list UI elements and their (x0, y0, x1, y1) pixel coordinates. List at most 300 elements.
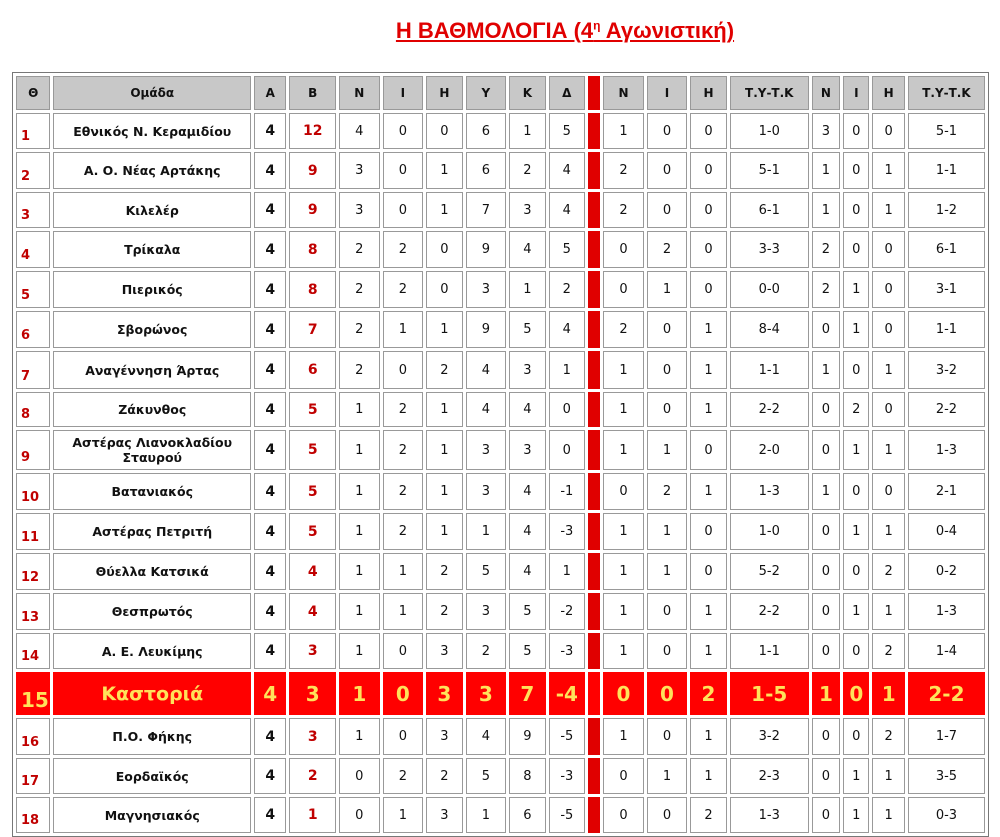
table-cell: 2 (690, 797, 726, 833)
table-cell: 3-3 (730, 231, 809, 268)
games-cell: 4 (254, 513, 286, 550)
position-cell: 18 (16, 797, 50, 833)
table-cell: 3-5 (908, 758, 985, 794)
table-row (16, 758, 985, 794)
table-cell: 0 (383, 351, 424, 389)
table-cell: 3 (509, 192, 545, 228)
games-cell: 4 (254, 192, 286, 228)
table-cell: 5-1 (730, 152, 809, 189)
table-row (16, 192, 985, 228)
table-cell: 1 (603, 718, 644, 755)
table-cell: 1 (647, 553, 688, 590)
table-cell: 4 (509, 553, 545, 590)
table-cell: 1-2 (908, 192, 985, 228)
table-cell: 9 (466, 311, 507, 348)
table-cell: 6 (466, 113, 507, 149)
table-cell: 0 (647, 797, 688, 833)
table-cell: 0 (690, 271, 726, 308)
table-cell: 0 (339, 758, 380, 794)
points-cell: 4 (289, 593, 336, 630)
table-cell: 5 (549, 231, 585, 268)
table-cell: 0 (812, 392, 840, 427)
title-superscript: η (593, 18, 601, 33)
table-cell: 1 (426, 152, 462, 189)
table-cell: 2-2 (908, 672, 985, 715)
games-cell: 4 (254, 271, 286, 308)
table-cell: 6-1 (730, 192, 809, 228)
table-cell: 1-1 (730, 351, 809, 389)
table-cell: 2 (647, 231, 688, 268)
table-cell: -3 (549, 758, 585, 794)
table-cell: 2 (339, 351, 380, 389)
position-cell: 13 (16, 593, 50, 630)
table-cell: 1 (872, 430, 904, 470)
table-cell: 2 (549, 271, 585, 308)
header-cell: Δ (549, 76, 585, 110)
header-row (16, 76, 985, 110)
table-cell: 4 (549, 152, 585, 189)
table-cell: 1 (872, 513, 904, 550)
header-cell: Τ.Υ-Τ.Κ (908, 76, 985, 110)
table-cell: 1 (603, 113, 644, 149)
table-cell: -3 (549, 633, 585, 669)
games-cell: 4 (254, 152, 286, 189)
table-cell: 4 (509, 392, 545, 427)
table-row (16, 593, 985, 630)
table-cell: 1-3 (908, 593, 985, 630)
position-cell: 14 (16, 633, 50, 669)
table-cell: 0 (690, 231, 726, 268)
table-cell: 0 (812, 718, 840, 755)
table-cell: 1 (843, 797, 869, 833)
separator-cell (588, 672, 600, 715)
header-cell: Β (289, 76, 336, 110)
points-cell: 1 (289, 797, 336, 833)
team-name-cell: Αστέρας Λιανοκλαδίου Σταυρού (53, 430, 251, 470)
table-cell: 2 (603, 192, 644, 228)
table-cell: -4 (549, 672, 585, 715)
table-cell: 2 (872, 553, 904, 590)
table-cell: 2-1 (908, 473, 985, 510)
table-cell: 1 (843, 271, 869, 308)
table-cell: 1 (509, 271, 545, 308)
table-cell: 1 (647, 430, 688, 470)
table-cell: 0 (383, 192, 424, 228)
games-cell: 4 (254, 593, 286, 630)
table-cell: 2 (603, 311, 644, 348)
header-cell: Ν (812, 76, 840, 110)
table-cell: 1 (426, 311, 462, 348)
table-cell: 1 (509, 113, 545, 149)
table-cell: 1 (339, 633, 380, 669)
header-cell: Η (690, 76, 726, 110)
table-cell: 2 (812, 271, 840, 308)
table-cell: 3 (466, 271, 507, 308)
table-cell: 2 (383, 758, 424, 794)
table-cell: 0-2 (908, 553, 985, 590)
position-cell: 1 (16, 113, 50, 149)
table-cell: 0 (647, 192, 688, 228)
points-cell: 4 (289, 553, 336, 590)
team-name-cell: Αναγέννηση Άρτας (53, 351, 251, 389)
table-cell: 1-5 (730, 672, 809, 715)
table-cell: 0-0 (730, 271, 809, 308)
table-cell: 0 (690, 113, 726, 149)
table-cell: 1 (426, 392, 462, 427)
points-cell: 7 (289, 311, 336, 348)
table-cell: 4 (466, 718, 507, 755)
table-cell: 1 (690, 392, 726, 427)
table-cell: 1 (690, 593, 726, 630)
team-name-cell: Θύελλα Κατσικά (53, 553, 251, 590)
table-cell: 0 (383, 672, 424, 715)
separator-cell (588, 351, 600, 389)
separator-cell (588, 76, 600, 110)
separator-cell (588, 152, 600, 189)
header-cell: Α (254, 76, 286, 110)
table-cell: 1 (872, 192, 904, 228)
table-cell: 0 (812, 553, 840, 590)
table-cell: 2 (339, 311, 380, 348)
table-cell: 6 (509, 797, 545, 833)
separator-cell (588, 311, 600, 348)
table-cell: 1 (647, 758, 688, 794)
table-cell: 0 (647, 311, 688, 348)
table-cell: 3-1 (908, 271, 985, 308)
table-cell: 2 (690, 672, 726, 715)
table-cell: 1-3 (730, 473, 809, 510)
points-cell: 8 (289, 231, 336, 268)
table-cell: 0 (383, 152, 424, 189)
table-cell: 1 (812, 192, 840, 228)
header-cell: Η (872, 76, 904, 110)
points-cell: 3 (289, 633, 336, 669)
table-cell: 0 (812, 797, 840, 833)
table-cell: -2 (549, 593, 585, 630)
games-cell: 4 (254, 473, 286, 510)
table-row (16, 113, 985, 149)
standings-body (16, 113, 985, 833)
table-cell: -1 (549, 473, 585, 510)
table-row (16, 152, 985, 189)
table-cell: 1 (603, 392, 644, 427)
table-cell: 1 (843, 758, 869, 794)
table-cell: 3-2 (908, 351, 985, 389)
table-cell: 4 (549, 192, 585, 228)
position-cell: 8 (16, 392, 50, 427)
table-cell: 1 (549, 351, 585, 389)
table-cell: 2 (339, 271, 380, 308)
table-cell: 0 (812, 633, 840, 669)
games-cell: 4 (254, 758, 286, 794)
games-cell: 4 (254, 311, 286, 348)
table-cell: 0 (690, 553, 726, 590)
table-cell: 1 (690, 473, 726, 510)
table-cell: 0 (647, 593, 688, 630)
table-cell: 3 (426, 672, 462, 715)
team-name-cell: Πιερικός (53, 271, 251, 308)
table-cell: 0 (383, 113, 424, 149)
team-name-cell: Κιλελέρ (53, 192, 251, 228)
table-cell: 0 (603, 758, 644, 794)
team-name-cell: Α. Ε. Λευκίμης (53, 633, 251, 669)
table-row (16, 797, 985, 833)
table-cell: 0 (647, 672, 688, 715)
position-cell: 10 (16, 473, 50, 510)
table-cell: 1 (812, 473, 840, 510)
table-cell: 2-2 (908, 392, 985, 427)
table-cell: 0 (843, 672, 869, 715)
separator-cell (588, 473, 600, 510)
table-cell: 0 (603, 231, 644, 268)
table-cell: -5 (549, 718, 585, 755)
table-cell: 0 (812, 513, 840, 550)
table-row (16, 271, 985, 308)
table-cell: 0 (812, 593, 840, 630)
table-cell: 3 (466, 672, 507, 715)
table-cell: 0 (843, 192, 869, 228)
points-cell: 2 (289, 758, 336, 794)
table-cell: 0 (690, 430, 726, 470)
table-cell: 0 (843, 633, 869, 669)
table-cell: 1 (466, 797, 507, 833)
table-cell: 2 (426, 553, 462, 590)
points-cell: 9 (289, 152, 336, 189)
table-cell: 9 (466, 231, 507, 268)
table-cell: 0 (603, 672, 644, 715)
table-cell: 5 (549, 113, 585, 149)
team-name-cell: Ζάκυνθος (53, 392, 251, 427)
table-cell: 2 (466, 633, 507, 669)
table-cell: 1 (603, 553, 644, 590)
games-cell: 4 (254, 718, 286, 755)
separator-cell (588, 553, 600, 590)
table-cell: 4 (549, 311, 585, 348)
table-cell: 1 (872, 672, 904, 715)
table-cell: 1-1 (730, 633, 809, 669)
table-cell: 4 (509, 473, 545, 510)
team-name-cell: Θεσπρωτός (53, 593, 251, 630)
table-cell: 0 (872, 231, 904, 268)
table-cell: 3 (509, 351, 545, 389)
table-cell: 1-0 (730, 113, 809, 149)
table-cell: 0 (549, 430, 585, 470)
table-row (16, 473, 985, 510)
position-cell: 17 (16, 758, 50, 794)
table-cell: 5 (509, 633, 545, 669)
standings-table (13, 73, 988, 836)
games-cell: 4 (254, 797, 286, 833)
table-cell: 1 (383, 593, 424, 630)
table-cell: 2 (872, 718, 904, 755)
table-cell: 3 (466, 473, 507, 510)
table-cell: 0 (426, 231, 462, 268)
team-name-cell: Π.Ο. Φήκης (53, 718, 251, 755)
team-name-cell: Βατανιακός (53, 473, 251, 510)
table-cell: 7 (466, 192, 507, 228)
table-cell: 0 (843, 473, 869, 510)
table-cell: 0 (647, 351, 688, 389)
table-cell: 9 (509, 718, 545, 755)
position-cell: 12 (16, 553, 50, 590)
separator-cell (588, 392, 600, 427)
table-cell: 3 (426, 633, 462, 669)
table-row (16, 351, 985, 389)
table-cell: 1 (603, 430, 644, 470)
table-cell: 3-2 (730, 718, 809, 755)
table-cell: 0 (647, 152, 688, 189)
table-cell: 1 (383, 797, 424, 833)
table-cell: 1 (339, 473, 380, 510)
team-name-cell: Εορδαϊκός (53, 758, 251, 794)
title-main: Η ΒΑΘΜΟΛΟΓΙΑ (4 (395, 18, 594, 43)
table-cell: 0 (383, 718, 424, 755)
position-cell: 15 (16, 672, 50, 715)
table-cell: 2-2 (730, 392, 809, 427)
points-cell: 5 (289, 473, 336, 510)
separator-cell (588, 271, 600, 308)
points-cell: 12 (289, 113, 336, 149)
table-cell: 1 (426, 192, 462, 228)
position-cell: 7 (16, 351, 50, 389)
table-cell: 1 (812, 672, 840, 715)
table-cell: 1 (872, 152, 904, 189)
table-cell: 0 (872, 392, 904, 427)
table-cell: 0 (843, 718, 869, 755)
table-cell: 2 (872, 633, 904, 669)
table-cell: 3 (466, 593, 507, 630)
header-cell: Κ (509, 76, 545, 110)
table-cell: 1 (339, 392, 380, 427)
points-cell: 3 (289, 718, 336, 755)
table-cell: 0 (843, 152, 869, 189)
table-cell: 0 (843, 231, 869, 268)
table-row (16, 392, 985, 427)
games-cell: 4 (254, 553, 286, 590)
games-cell: 4 (254, 392, 286, 427)
table-cell: 1 (339, 672, 380, 715)
table-cell: 2 (426, 593, 462, 630)
table-cell: 5 (509, 593, 545, 630)
team-name-cell: Αστέρας Πετριτή (53, 513, 251, 550)
table-cell: 4 (466, 351, 507, 389)
position-cell: 16 (16, 718, 50, 755)
table-cell: 0 (647, 718, 688, 755)
table-cell: 2-3 (730, 758, 809, 794)
team-name-cell: Α. Ο. Νέας Αρτάκης (53, 152, 251, 189)
table-cell: 6-1 (908, 231, 985, 268)
table-cell: 8 (509, 758, 545, 794)
separator-cell (588, 513, 600, 550)
table-cell: 1 (647, 271, 688, 308)
table-cell: 2 (339, 231, 380, 268)
separator-cell (588, 758, 600, 794)
table-cell: 1 (843, 513, 869, 550)
table-cell: -3 (549, 513, 585, 550)
table-cell: 1 (603, 633, 644, 669)
table-cell: 1 (466, 513, 507, 550)
table-cell: 1 (690, 718, 726, 755)
table-cell: 0 (843, 553, 869, 590)
table-cell: 5 (509, 311, 545, 348)
table-cell: 1 (383, 553, 424, 590)
table-cell: 0 (647, 633, 688, 669)
table-cell: 0-4 (908, 513, 985, 550)
table-cell: 3 (812, 113, 840, 149)
table-cell: 0 (426, 113, 462, 149)
separator-cell (588, 593, 600, 630)
header-cell: Η (426, 76, 462, 110)
table-cell: 0 (812, 758, 840, 794)
table-cell: 2 (383, 513, 424, 550)
table-cell: 1 (383, 311, 424, 348)
table-cell: 0 (339, 797, 380, 833)
table-cell: 4 (509, 231, 545, 268)
table-cell: 0 (603, 271, 644, 308)
table-cell: 2 (647, 473, 688, 510)
header-cell: Ομάδα (53, 76, 251, 110)
table-cell: 1 (690, 351, 726, 389)
table-cell: 1-7 (908, 718, 985, 755)
team-name-cell: Μαγνησιακός (53, 797, 251, 833)
page-title (0, 18, 1000, 44)
table-cell: 1 (339, 593, 380, 630)
points-cell: 5 (289, 430, 336, 470)
table-row (16, 311, 985, 348)
table-cell: 2 (509, 152, 545, 189)
table-cell: 0 (872, 311, 904, 348)
table-cell: 0 (383, 633, 424, 669)
table-cell: 1 (843, 430, 869, 470)
table-cell: 1 (872, 797, 904, 833)
table-cell: 2 (426, 758, 462, 794)
table-row (16, 513, 985, 550)
table-cell: 1 (549, 553, 585, 590)
header-cell: Υ (466, 76, 507, 110)
team-name-cell: Εθνικός Ν. Κεραμιδίου (53, 113, 251, 149)
table-cell: 5-2 (730, 553, 809, 590)
games-cell: 4 (254, 113, 286, 149)
table-cell: 0 (647, 113, 688, 149)
table-cell: 0 (872, 271, 904, 308)
table-cell: 0 (812, 311, 840, 348)
table-cell: 2 (843, 392, 869, 427)
separator-cell (588, 718, 600, 755)
table-cell: 1 (843, 593, 869, 630)
table-cell: 2 (383, 430, 424, 470)
table-row (16, 633, 985, 669)
table-cell: 3 (339, 152, 380, 189)
points-cell: 5 (289, 513, 336, 550)
games-cell: 4 (254, 633, 286, 669)
table-cell: 2 (383, 231, 424, 268)
separator-cell (588, 113, 600, 149)
table-cell: 1 (690, 758, 726, 794)
position-cell: 2 (16, 152, 50, 189)
table-row (16, 672, 985, 715)
table-cell: 1-3 (908, 430, 985, 470)
table-cell: 4 (466, 392, 507, 427)
team-name-cell: Σβορώνος (53, 311, 251, 348)
table-cell: 1 (843, 311, 869, 348)
table-cell: 0 (549, 392, 585, 427)
table-cell: 0 (843, 351, 869, 389)
separator-cell (588, 430, 600, 470)
table-cell: 1 (426, 513, 462, 550)
points-cell: 8 (289, 271, 336, 308)
table-cell: 2 (383, 473, 424, 510)
table-row (16, 430, 985, 470)
